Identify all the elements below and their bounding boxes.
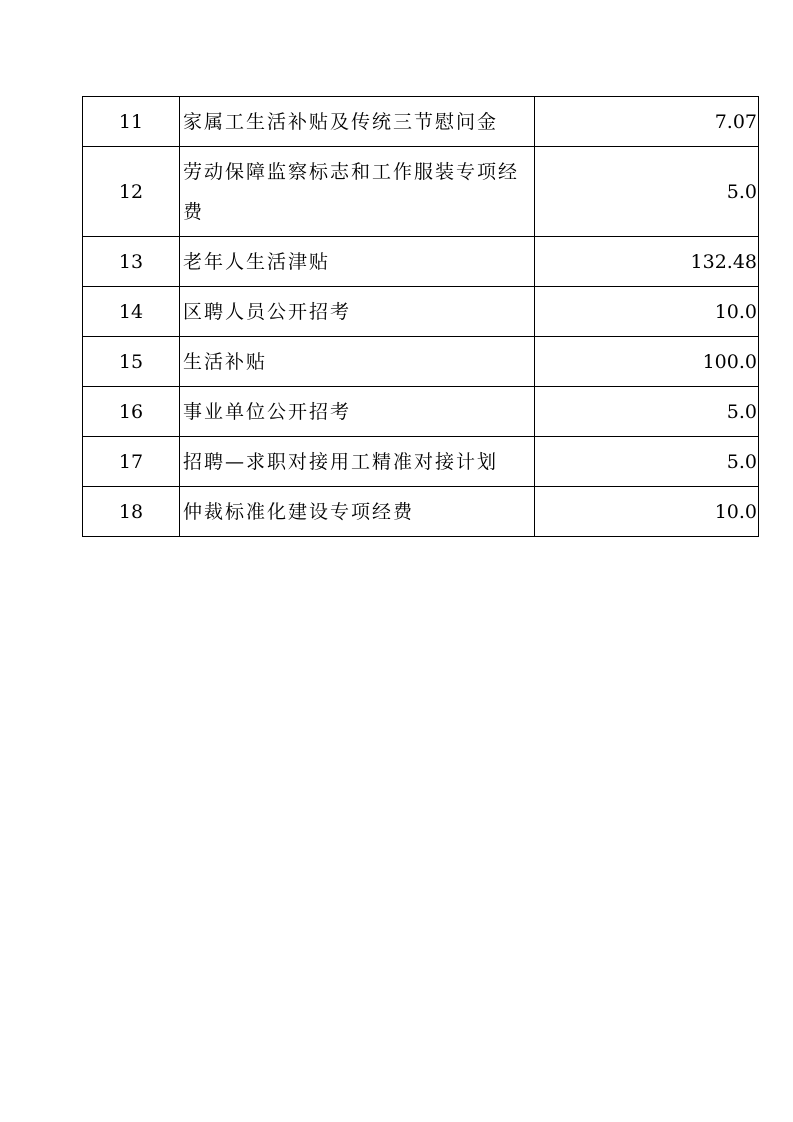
item-name: 生活补贴 (180, 337, 535, 387)
item-amount: 7.07 (535, 97, 759, 147)
item-name: 家属工生活补贴及传统三节慰问金 (180, 97, 535, 147)
item-amount: 10.0 (535, 487, 759, 537)
item-amount: 10.0 (535, 287, 759, 337)
row-number: 11 (83, 97, 180, 147)
item-name: 劳动保障监察标志和工作服装专项经费 (180, 147, 535, 237)
row-number: 16 (83, 387, 180, 437)
table-row (83, 487, 759, 537)
table-row (83, 437, 759, 487)
table-row (83, 287, 759, 337)
item-amount: 5.0 (535, 147, 759, 237)
item-name: 事业单位公开招考 (180, 387, 535, 437)
item-name: 仲裁标准化建设专项经费 (180, 487, 535, 537)
row-number: 14 (83, 287, 180, 337)
row-number: 15 (83, 337, 180, 387)
budget-table (82, 96, 759, 537)
row-number: 18 (83, 487, 180, 537)
row-number: 17 (83, 437, 180, 487)
item-amount: 132.48 (535, 237, 759, 287)
table-row (83, 387, 759, 437)
table-row (83, 97, 759, 147)
table-row (83, 147, 759, 237)
item-amount: 5.0 (535, 437, 759, 487)
item-amount: 100.0 (535, 337, 759, 387)
item-amount: 5.0 (535, 387, 759, 437)
item-name: 区聘人员公开招考 (180, 287, 535, 337)
row-number: 13 (83, 237, 180, 287)
row-number: 12 (83, 147, 180, 237)
table-row (83, 237, 759, 287)
item-name: 招聘—求职对接用工精准对接计划 (180, 437, 535, 487)
item-name: 老年人生活津贴 (180, 237, 535, 287)
table-row (83, 337, 759, 387)
